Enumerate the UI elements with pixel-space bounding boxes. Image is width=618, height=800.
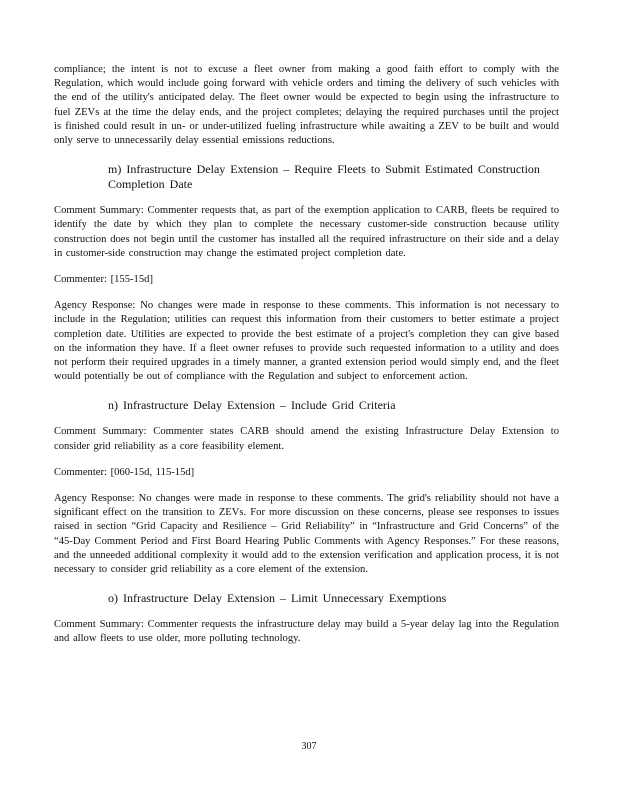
intro-paragraph: compliance; the intent is not to excuse a fleet owner from making a good faith effort to comply with the Regulation, which would include going forward with vehicle orders and timing the delivery of such vehicles with the end of the utility's anticipated delay. The fleet owner would be expected to begin using the infrastructure to fuel ZEVs at the time the delay ends, and the project completes; delaying the required purchases until the project is finished could result in un- or under-utilized fueling infrastructure while awaiting a ZEV to be built and would only serve to unnecessarily delay essential emissions reductions.	[54, 64, 559, 147]
agency-response-n: Agency Response: No changes were made in response to these comments. The grid's reliability should not have a significant effect on the transition to ZEVs. For more discussion on these concerns, please see responses to issues raised in section “Grid Capacity and Resilience – Grid Reliability” in “Infrastructure and Grid Concerns” of the “45-Day Comment Period and First Board Hearing Public Comments with Agency Responses.” For these reasons, and the unneeded additional complexity it would add to the extension verification and application process, it is not necessary to consider grid reliability as a core element of the extension.	[54, 493, 559, 576]
comment-summary-n: Comment Summary: Commenter states CARB should amend the existing Infrastructure Delay Extension to consider grid reliability as a core feasibility element.	[54, 426, 559, 452]
section-heading-m: m) Infrastructure Delay Extension – Require Fleets to Submit Estimated Construction Completion Date	[108, 162, 540, 192]
section-heading-o: o) Infrastructure Delay Extension – Limit Unnecessary Exemptions	[108, 591, 447, 606]
agency-response-m: Agency Response: No changes were made in response to these comments. This information is not necessary to include in the Regulation; utilities can request this information from their customers to better estimate a project completion date. Utilities are expected to provide the best estimate of a project's completion they can give based on the information they have. If a fleet owner refuses to provide such requested information to a utility and does not perform their required upgrades in a timely manner, a granted extension period would simply end, and the fleet would potentially be out of compliance with the Regulation and subject to enforcement action.	[54, 300, 559, 383]
commenter-m: Commenter: [155-15d]	[54, 274, 153, 286]
comment-summary-o: Comment Summary: Commenter requests the infrastructure delay may build a 5-year delay lag into the Regulation and allow fleets to use older, more polluting technology.	[54, 619, 559, 645]
page-number: 307	[301, 741, 317, 752]
comment-summary-m: Comment Summary: Commenter requests that, as part of the exemption application to CARB, fleets be required to identify the date by which they plan to complete the necessary customer-side construction because utility construction does not begin until the customer has installed all the required infrastructure on their side and a delay in customer-side construction may change the estimated project completion date.	[54, 205, 559, 259]
document-body	[54, 63, 559, 647]
commenter-n: Commenter: [060-15d, 115-15d]	[54, 466, 195, 478]
section-heading-n: n) Infrastructure Delay Extension – Include Grid Criteria	[108, 398, 396, 413]
